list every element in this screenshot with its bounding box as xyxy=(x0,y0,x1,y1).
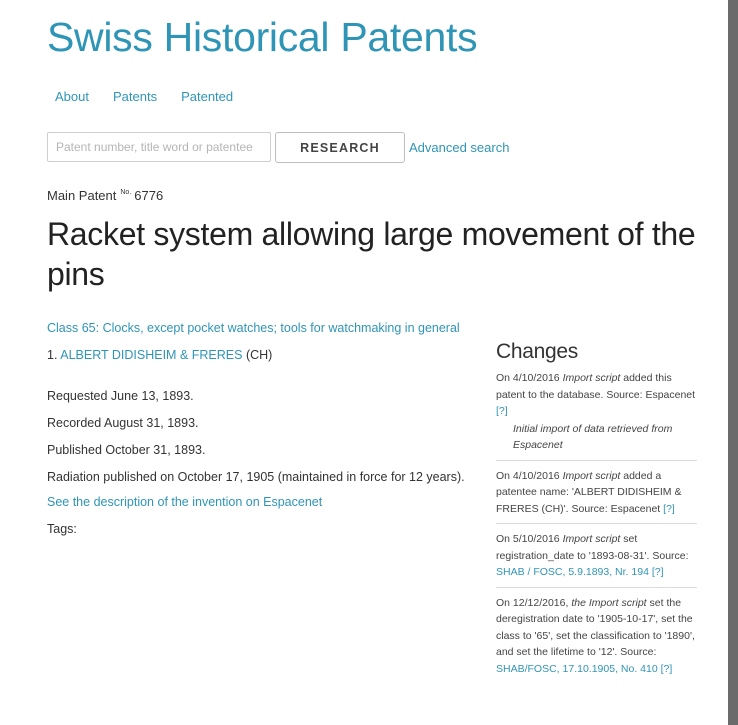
patentee-index: 1. xyxy=(47,348,58,362)
change-ref-link[interactable]: [?] xyxy=(660,662,673,675)
change-date: On 4/10/2016 xyxy=(496,469,560,482)
change-entry xyxy=(496,595,697,684)
change-actor: Import script xyxy=(562,372,621,384)
change-actor: Import script xyxy=(562,469,621,482)
change-entry xyxy=(496,531,697,588)
change-actor: the Import script xyxy=(571,596,647,609)
change-date: On 12/12/2016, xyxy=(496,596,569,609)
change-entry xyxy=(496,468,697,525)
patent-title: Racket system allowing large movement of the pins xyxy=(47,216,696,292)
recorded-date: Recorded August 31, 1893. xyxy=(47,416,199,430)
advanced-search-link[interactable]: Advanced search xyxy=(409,140,510,155)
change-ref-link[interactable]: [?] xyxy=(496,405,508,417)
patentee-line xyxy=(47,348,272,362)
patentee-link[interactable]: ALBERT DIDISHEIM & FRERES xyxy=(60,348,243,362)
change-text: set the deregistration date to '1905-10-17', set the class to '65', set the classification to '1890', and set the lifetime to '12'. Source: xyxy=(496,596,695,658)
change-text: added this patent to the database. Source: Espacenet xyxy=(496,372,696,401)
change-entry xyxy=(496,370,697,461)
number-abbrev: No. xyxy=(120,189,132,196)
espacenet-link[interactable]: See the description of the invention on Espacenet xyxy=(47,495,323,509)
main-nav xyxy=(55,89,233,104)
patent-number: 6776 xyxy=(134,188,164,203)
patent-type: Main Patent xyxy=(47,188,117,203)
requested-date: Requested June 13, 1893. xyxy=(47,389,194,403)
change-date: On 4/10/2016 xyxy=(496,372,560,384)
patent-dates xyxy=(47,388,465,496)
changes-heading: Changes xyxy=(496,340,578,363)
search-input[interactable] xyxy=(47,132,271,162)
nav-about[interactable]: About xyxy=(55,89,89,104)
change-text: added a patentee name: 'ALBERT DIDISHEIM & FRERES (CH)'. Source: Espacenet xyxy=(496,469,682,515)
change-text: set registration_date to '1893-08-31'. Source: xyxy=(496,533,689,562)
window-scrollbar[interactable] xyxy=(728,0,738,725)
site-title[interactable]: Swiss Historical Patents xyxy=(47,14,478,60)
radiation-date: Radiation published on October 17, 1905 (maintained in force for 12 years). xyxy=(47,470,465,484)
tags-label: Tags: xyxy=(47,522,77,536)
change-ref-link[interactable]: [?] xyxy=(663,502,675,515)
nav-patents[interactable]: Patents xyxy=(112,89,158,104)
main-patent-label xyxy=(47,188,163,203)
change-actor: Import script xyxy=(562,533,621,545)
class-link[interactable]: Class 65: Clocks, except pocket watches; tools for watchmaking in general xyxy=(47,321,460,335)
change-ref-link[interactable]: [?] xyxy=(651,566,664,578)
change-source-link[interactable]: SHAB / FOSC, 5.9.1893, Nr. 194 xyxy=(496,566,649,578)
change-source-link[interactable]: SHAB/FOSC, 17.10.1905, No. 410 xyxy=(496,662,658,675)
research-button[interactable]: RESEARCH xyxy=(275,132,405,163)
change-note: Initial import of data retrieved from Espacenet xyxy=(513,422,673,451)
change-date: On 5/10/2016 xyxy=(496,533,560,545)
published-date: Published October 31, 1893. xyxy=(47,443,206,457)
patentee-country: (CH) xyxy=(245,348,273,362)
nav-patented[interactable]: Patented xyxy=(181,89,234,104)
changes-panel xyxy=(496,340,697,690)
